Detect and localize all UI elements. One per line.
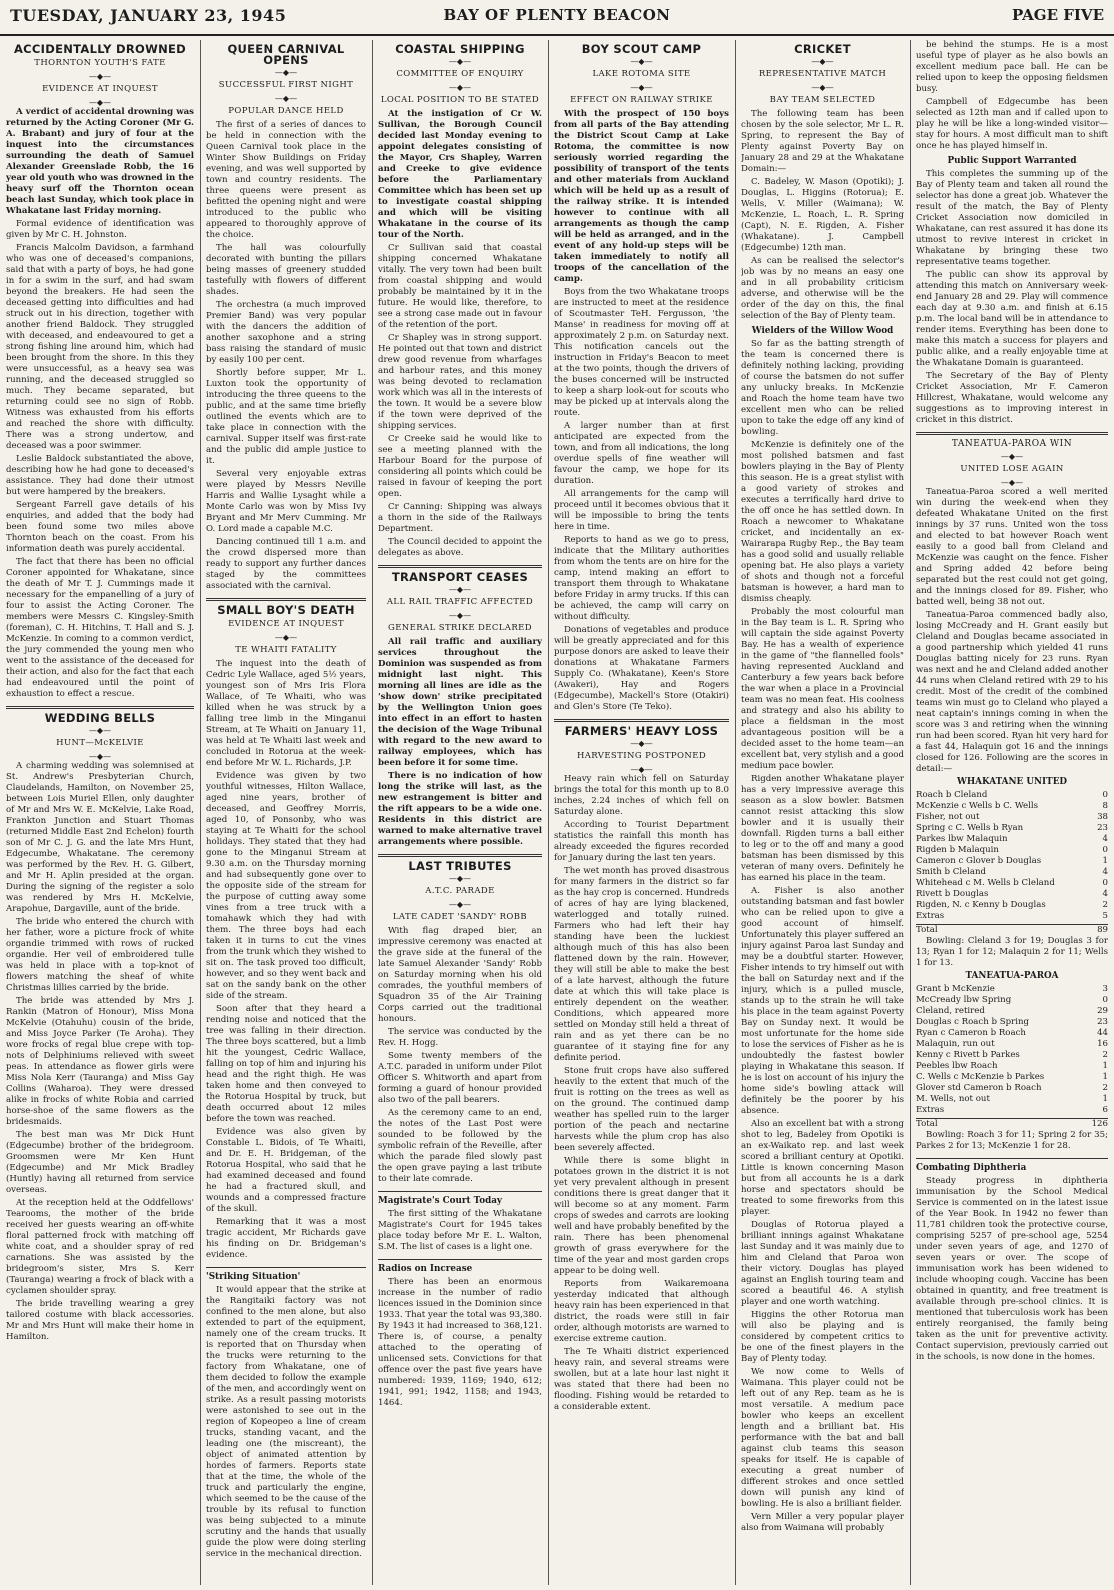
batsman: Rivett b Douglas	[916, 889, 989, 899]
paragraph: Evidence was also given by Constable L. Bidois, of Te Whaiti, and Dr. E. H. Bridgeman, of the Rotorua Hospital, who said that he had examined deceased and found he had a fractured skull, and wounds and a compressed fracture of the skull.	[206, 1127, 366, 1214]
column-rule	[910, 40, 911, 1585]
page-number: PAGE FIVE	[1011, 6, 1104, 24]
paragraph: Higgins the other Rotorua man will also be playing and is considered by competent critics to be one of the finest players in the Bay of Plenty today.	[741, 1310, 904, 1364]
scorecard-row	[916, 1072, 1108, 1083]
batsman: Extras	[916, 1105, 945, 1115]
paragraph: As can be realised the selector's job was by no means an easy one and in all probability criticism adverse, and otherwise will be the order of the day on this, the final selection of the Bay of Plenty team.	[741, 256, 904, 321]
paragraph: Rigden another Whakatane player has a very impressive average this season as a slow bowler. Batsmen cannot resist attacking this slow bowler and it is usually their downfall. Rigden turns a ball either to leg or to the off and many a good batsman has been dismissed by this veteran of many overs. Definitely he has earned his place in the team.	[741, 774, 904, 883]
paragraph: This completes the summing up of the Bay of Plenty team and taken all round the selector has done a great job. Whatever the result of the match, the Bay of Plenty Cricket Association now domiciled in Whakatane, can rest assured it has done its utmost to revive interest in cricket in Whakatane by bringing these two representative teams together.	[916, 169, 1108, 267]
paragraph: The bride who entered the church with her father, wore a picture frock of white organdie trimmed with rows of rucked organdie. Her veil of embroidered tulle was held in place with a top-knot of flowers matching the sheaf of white Christmas lillies carried by the bride.	[6, 917, 194, 993]
scorecard-row	[916, 867, 1108, 878]
batsman: Peebles lbw Roach	[916, 1061, 998, 1071]
article-radios	[378, 1264, 542, 1409]
ornament-divider: —◆—	[88, 726, 112, 735]
headline: COASTAL SHIPPING	[395, 42, 525, 56]
subheading: A.T.C. PARADE	[425, 886, 495, 896]
scorecard-taneatua-paroa	[916, 984, 1108, 1130]
masthead	[0, 0, 1114, 36]
ornament-divider: —◆—	[448, 611, 472, 620]
runs: 0	[1102, 878, 1108, 888]
total-runs: 89	[1097, 925, 1108, 935]
column-5	[741, 40, 904, 1585]
batsman: Glover std Cameron b Roach	[916, 1083, 1042, 1093]
batsman: Spring c C. Wells b Ryan	[916, 823, 1024, 833]
article-striking	[206, 1272, 366, 1560]
batsman: Rigden b Malaquin	[916, 845, 999, 855]
subheading: LAKE ROTOMA SITE	[592, 69, 691, 79]
headline: TRANSPORT CEASES	[391, 570, 529, 584]
runs: 6	[1102, 1105, 1108, 1115]
ornament-divider: —◆—	[1000, 478, 1024, 487]
lead-paragraph: All rail traffic and auxiliary services throughout the Dominion was suspended as from midnight last night. This morning all lines are idle as the 'show down' strike precipitated by the Wellington Union goes into effect in an effort to hasten the decision of the Wage Tribunal with regard to the new award to railway employees, which has been before it for some time.	[378, 637, 542, 768]
headline: QUEEN CARNIVAL OPENS	[227, 42, 345, 67]
runs: 4	[1102, 889, 1108, 899]
paragraph: The Council decided to appoint the delegates as above.	[378, 537, 542, 558]
subheading: EVIDENCE AT INQUEST	[42, 84, 158, 94]
ornament-divider: —◆—	[811, 57, 834, 66]
paragraph: Dancing continued till 1 a.m. and the crowd dispersed more than ready to support any further dances staged by the committees associated with the carnival.	[206, 537, 366, 591]
paragraph: The bride travelling wearing a grey tailored costume with black accessories. Mr and Mrs Hunt will make their home in Hamilton.	[6, 1299, 194, 1342]
total-label: Total	[916, 1119, 938, 1129]
ornament-divider: —◆—	[274, 94, 298, 103]
paragraph: The Te Whaiti district experienced heavy rain, and several streams were swollen, but at a late hour last night it was stated that there had been no flooding. Fishing would be retarded to a considerable extent.	[554, 1347, 729, 1412]
ornament-divider: —◆—	[88, 752, 112, 761]
headline: TANEATUA-PAROA WIN	[951, 439, 1073, 449]
article-separator	[916, 1158, 1108, 1159]
scorecard-row	[916, 812, 1108, 823]
runs: 0	[1102, 995, 1108, 1005]
ornament-divider: —◆—	[448, 83, 472, 92]
paragraph: While there is some blight in potatoes grown in the district it is not yet very prevalent although in present conditions there is great danger that it will become so at any moment. Farm crops of swedes and carrots are looking well and have probably benefited by the rain. There has been phenomenal growth of grass everywhere for the time of the year and most garden crops appear to be doing well.	[554, 1156, 729, 1276]
runs: 38	[1097, 812, 1108, 822]
ornament-divider: —◆—	[88, 98, 112, 107]
paragraph: Also an excellent bat with a strong shot to leg, Badeley from Opotiki is an ex-Waikato rep. and last week scored a brilliant century at Opotiki. Little is known concerning Mason but from all accounts he is a dark horse and spectators should be treated to some fireworks from this player.	[741, 1119, 904, 1217]
scorecard-row	[916, 911, 1108, 922]
scorecard-row	[916, 889, 1108, 900]
batsman: Cameron c Glover b Douglas	[916, 856, 1042, 866]
article-coastal-shipping	[378, 44, 542, 559]
paragraph: The best man was Mr Dick Hunt (Edgecumbe) brother of the bridegroom. Groomsmen were Mr Ken Hunt (Edgecumbe) and Mr Mick Bradley (Huntly) having all returned from service overseas.	[6, 1130, 194, 1195]
paragraph: Cr Shapley was in strong support. He pointed out that town and district drew good revenue from wharfages and harbour rates, and this money was being devoted to reclamation work which was all in the interests of the town. It would be a severe blow if the town were deprived of the shipping services.	[378, 333, 542, 431]
headline: 'Striking Situation'	[206, 1272, 301, 1282]
batsman: C. Wells c McKenzie b Parkes	[916, 1072, 1045, 1082]
lead-paragraph: With the prospect of 150 boys from all parts of the Bay attending the District Scout Camp at Lake Rotoma, the committee is now seriously worried regarding the possibility of transport of the tents and other materials from Auckland which will be held up as a result of the railway strike. It is intended however to continue with all arrangements as though the camp will be held as arranged, and in the event of any hold-up steps will be taken immediately to notify all troops of the cancellation of the camp.	[554, 109, 729, 284]
article-separator	[378, 1259, 542, 1260]
paragraph: Taneatua-Paroa commenced badly also, losing McCready and H. Grant easily but Cleland and Douglas became associated in a good partnership which yielded 41 runs Douglas batting nicely for 23 runs. Ryan was next and he and Cleland added another 44 runs when Cleland retired with 29 to his credit. Most of the credit of the combined teams win must go to Cleland who played a neat captain's innings coming in when the score was 3 and retiring when the winning run had been scored. Ryan hit very hard for a fast 44, Halaquin got 16 and the innings closed for 126. Following are the scores in detail:—	[916, 610, 1108, 774]
subheading: SUCCESSFUL FIRST NIGHT	[218, 80, 354, 90]
headline: Radios on Increase	[378, 1264, 473, 1274]
article-separator	[6, 706, 194, 709]
paragraph: Heavy rain which fell on Saturday brings the total for this month up to 8.0 inches, 2.24 inches of which fell on Saturday alone.	[554, 774, 729, 817]
scorecard-row	[916, 995, 1108, 1006]
batsman: Rigden, N. c Kenny b Douglas	[916, 900, 1046, 910]
runs: 44	[1097, 1028, 1108, 1038]
runs: 1	[1102, 856, 1108, 866]
runs: 4	[1102, 867, 1108, 877]
runs: 2	[1102, 1050, 1108, 1060]
scorecard-row	[916, 823, 1108, 834]
paragraph: Shortly before supper, Mr L. Luxton took the opportunity of introducing the three queens to the public, and at the same time briefly outlined the events which are to take place in connection with the carnival. Supper itself was first-rate and the public did ample justice to it.	[206, 368, 366, 466]
batsman: Extras	[916, 911, 945, 921]
paragraph: Donations of vegetables and produce will be greatly appreciated and for this purpose donors are asked to leave their donations at Whakatane Farmers Supply Co. (Whakatane), Keen's Store (Awakeri), Hay and Rogers (Edgecumbe), Mackell's Store (Otakiri) and Glen's Store (Te Teko).	[554, 625, 729, 712]
scorecard-row	[916, 1061, 1108, 1072]
batsman: McCready lbw Spring	[916, 995, 1012, 1005]
subheading: REPRESENTATIVE MATCH	[758, 69, 887, 79]
paragraph: Cr Canning: Shipping was always a thorn in the side of the Railways Department.	[378, 502, 542, 534]
paragraph: A. Fisher is also another outstanding batsman and fast bowler who can be relied upon to give a good account of himself. Unfortunately this player suffered an injury against Paroa last Sunday and may be a doubtful starter. However, Fisher intends to try himself out with the ball on Saturday next and if the injury, which is a pulled muscle, stands up to the strain he will take his place in the team against Poverty Bay on Sunday next. It would be most unfortunate for the home side to lose the services of Fisher as he is undoubtedly the fastest bowler playing in Whakatane this season. If he is lost on account of his injury the home side's bowling attack will definitely be the poorer by his absence.	[741, 886, 904, 1116]
article-small-boy	[206, 605, 366, 1261]
ornament-divider: —◆—	[448, 874, 472, 883]
paragraph: We now come to Wells of Waimana. This player could not be left out of any Rep. team as he is most versatile. A medium pace bowler who keeps an excellent length and a brilliant bat. His performance with the bat and ball against club teams this season speaks for itself. He is capable of executing a great number of different strokes and once settled down will punish any kind of bowling. He is also a brilliant fielder.	[741, 1367, 904, 1509]
runs: 0	[1102, 790, 1108, 800]
bowling-figures: Bowling: Cleland 3 for 19; Douglas 3 for 13; Ryan 1 for 12; Malaquin 2 for 11; Wells 1 for 13.	[916, 936, 1108, 968]
runs: 23	[1097, 1017, 1108, 1027]
paragraph: The hall was colourfully decorated with bunting the pillars being masses of greenery studded tastefully with flowers of different shades.	[206, 243, 366, 297]
batsman: M. Wells, not out	[916, 1094, 990, 1104]
column-1	[6, 40, 194, 1585]
article-separator	[378, 565, 542, 568]
runs: 5	[1102, 911, 1108, 921]
paragraph: There has been an enormous increase in the number of radio licences issued in the Dominion since 1933. That year the total was 93,380. By 1943 it had increased to 368,121. There is, of course, a penalty attached to the operating of unlicensed sets. Convictions for that offence over the past five years have numbered: 1939, 1169; 1940, 612; 1941, 991; 1942, 1158; and 1943, 1464.	[378, 1277, 542, 1408]
ornament-divider: —◆—	[448, 900, 472, 909]
paragraph: According to Tourist Department statistics the rainfall this month has already exceeded the figures recorded for January during the last ten years.	[554, 820, 729, 863]
paragraph: Probably the most colourful man in the Bay team is L. R. Spring who will captain the side against Poverty Bay. He has a wealth of experience in the game of "the flannelled fools" having represented Auckland and Canterbury a few years back before the war when a place in a Provincial team was no mean feat. His coolness and strategy and also his ability to place a fieldsman in the most advantageous position will be a decided asset to the home team—an excellent bat, very stylish and a good medium pace bowler.	[741, 607, 904, 771]
paragraph: McKenzie is definitely one of the most polished batsmen and fast bowlers playing in the Bay of Plenty this season. He is a great stylist with a good variety of strokes and executes a terrifically hard drive to the off once he has settled down. In Roach a newcomer to Whakatane cricket, and incidentally an ex-Wairarapa Rugby Rep., the Bay team has a good solid and usually reliable opening bat. He also plays a variety of shots and though not a forceful batsman is however, a hard man to dismiss cheaply.	[741, 440, 904, 604]
scorecard-total	[916, 1118, 1108, 1130]
article-separator	[916, 432, 1108, 435]
subheading: HARVESTING POSTPONED	[576, 751, 707, 761]
scorecard-row	[916, 1094, 1108, 1105]
section-heading: Wielders of the Willow Wood	[751, 326, 894, 336]
article-separator	[206, 1267, 366, 1268]
ornament-divider: —◆—	[448, 585, 472, 594]
paragraph: The public can show its approval by attending this match on Anniversary week-end January 28 and 29. Play will commence each day at 9.30 a.m. and finish at 6.15 p.m. The local band will be in attendance to render items. Everything has been done to make this match a success for players and public alike, and a really enjoyable time at the Whakatane Domain is guaranteed.	[916, 270, 1108, 368]
batsman: Malaquin, run out	[916, 1039, 995, 1049]
subheading: LATE CADET 'SANDY' ROBB	[392, 912, 528, 922]
article-wedding	[6, 713, 194, 1343]
paragraph: Formal evidence of identification was given by Mr C. H. Johnston.	[6, 219, 194, 240]
ornament-divider: —◆—	[274, 633, 298, 642]
scorecard-row	[916, 790, 1108, 801]
article-transport	[378, 572, 542, 848]
scorecard-row	[916, 984, 1108, 995]
paragraph: The first sitting of the Whakatane Magistrate's Court for 1945 takes place today before Mr E. L. Walton, S.M. The list of cases is a light one.	[378, 1209, 542, 1252]
paper-name: BAY OF PLENTY BEACON	[443, 6, 671, 24]
paragraph: The service was conducted by the Rev. H. Hogg.	[378, 1027, 542, 1048]
ornament-divider: —◆—	[630, 83, 653, 92]
lead-paragraph: At the instigation of Cr W. Sullivan, the Borough Council decided last Monday evening to appoint delegates consisting of the Mayor, Crs Shapley, Warren and Creeke to give evidence before the Parliamentary Committee which has been set up to investigate coastal shipping and which will be visiting Whakatane in the course of its tour of the North.	[378, 109, 542, 240]
batsman: Cleland, retired	[916, 1006, 985, 1016]
paragraph: The Secretary of the Bay of Plenty Cricket Association, Mr F. Cameron Hillcrest, Whakatane, would welcome any suggestions as to improving interest in cricket in this district.	[916, 371, 1108, 425]
paragraph: Reports from Waikaremoana yesterday indicated that although heavy rain has been experienced in that district, the roads were still in fair order, although motorists are warned to exercise extreme caution.	[554, 1279, 729, 1344]
paragraph: be behind the stumps. He is a most useful type of player as he also bowls an excellent medium pace ball. He can be relied upon to keep the opposing fieldsmen busy.	[916, 40, 1108, 94]
runs: 29	[1097, 1006, 1108, 1016]
scorecard-row	[916, 900, 1108, 911]
subheading: LOCAL POSITION TO BE STATED	[380, 95, 540, 105]
scorecard-row	[916, 878, 1108, 889]
ornament-divider: —◆—	[630, 765, 653, 774]
paragraph: Some twenty members of the A.T.C. paraded in uniform under Pilot Officer S. Whitworth and apart from forming a guard of honour provided also two of the pall bearers.	[378, 1051, 542, 1105]
lead-paragraph: There is no indication of how long the strike will last, as the new estrangement is bitter and the rift appears to be a wide one. Residents in this district are warned to make alternative travel arrangements where possible.	[378, 771, 542, 847]
subheading: COMMITTEE OF ENQUIRY	[396, 69, 524, 79]
batsman: Kenny c Rivett b Parkes	[916, 1050, 1020, 1060]
paragraph: Stone fruit crops have also suffered heavily to the extent that much of the fruit is rotting on the trees as well as on the ground. The continued damp weather has spelled ruin to the larger portion of the peach and nectarine harvests while the plum crop has also been severely affected.	[554, 1066, 729, 1153]
scorecard-row	[916, 1105, 1108, 1116]
subheading: EVIDENCE AT INQUEST	[228, 619, 344, 629]
batsman: Parkes lbw Malaquin	[916, 834, 1008, 844]
batsman: Smith b Cleland	[916, 867, 987, 877]
paragraph: The fact that there has been no official Coroner appointed for Whakatane, since the death of Mr T. J. Cummings made it necessary for the empanelling of a jury of four to assist the Acting Coroner. The members were Messrs C. Kingsley-Smith (foreman), C. H. Hitchins, T. Hall and S. J. McKenzie. In coming to a common verdict, the jury commended the young men who went to the assistance of the deceased for their action, and also for the fact that each had endeavoured until the point of exhaustion to effect a rescue.	[6, 557, 194, 699]
scorecard-team-heading: TANEATUA-PAROA	[965, 971, 1059, 981]
runs: 1	[1102, 1072, 1108, 1082]
article-drowned	[6, 44, 194, 700]
article-separator	[554, 719, 729, 722]
column-2	[206, 40, 366, 1585]
article-diphtheria	[916, 1163, 1108, 1363]
paragraph: Leslie Baldock substantiated the above, describing how he had gone to deceased's assistance. They had done their utmost but were hampered by the breakers.	[6, 454, 194, 497]
runs: 1	[1102, 1061, 1108, 1071]
scorecard-row	[916, 1083, 1108, 1094]
paragraph: The bride was attended by Mrs J. Rankin (Matron of Honour), Miss Mona McKelvie (Otahuhu) cousin of the bride, and Miss Joyce Parker (Te Aroha). They wore frocks of regal blue crepe with top-nots of Delphiniums relieved with sweet peas. In attendance as flower girls were Miss Nola Kerr (Tauranga) and Miss Gay Collins (Waharoa). They were dressed alike in frocks of white Robia and carried horse-shoe of the same flowers as the bridesmaids.	[6, 996, 194, 1127]
lead-paragraph: A verdict of accidental drowning was returned by the Acting Coroner (Mr G. A. Brabant) and jury of four at the inquest into the circumstances surrounding the death of Samuel Alexander Greenslade Robb, the 16 year old youth who was drowned in the heavy surf off the Thornton ocean beach last Sunday, which took place in Whakatane last Friday morning.	[6, 107, 194, 216]
scorecard-total	[916, 924, 1108, 936]
ornament-divider: —◆—	[811, 83, 834, 92]
headline: CRICKET	[794, 42, 851, 56]
article-magistrates-court	[378, 1196, 542, 1253]
article-separator	[378, 1191, 542, 1192]
ornament-divider: —◆—	[274, 68, 298, 77]
subheading: THORNTON YOUTH'S FATE	[34, 58, 166, 68]
total-runs: 126	[1091, 1119, 1108, 1129]
paragraph: The following team has been chosen by the sole selector, Mr L. R. Spring, to represent the Bay of Plenty against Poverty Bay on January 28 and 29 at the Whakatane Domain:—	[741, 109, 904, 174]
paragraph: It would appear that the strike at the Rangitaiki factory was not confined to the men alone, but also extended to part of the equipment, namely one of the cream trucks. It is reported that on Thursday when the trucks were returning to the factory from Whakatane, one of them decided to follow the example of the men, and accordingly went on strike. As a result passing motorists were astonished to see out in the region of Kopeopeo a line of cream trucks, standing vacant, and the leading one (the miscreant), the object of animated attention by hordes of farmers. Reports state that at the time, the whole of the truck and particularly the engine, which seemed to be the cause of the trouble by its refusal to function was being subjected to a minute scrutiny and the hands that usually guide the plow were doing sterling service in the mechanical direction.	[206, 1285, 366, 1559]
scorecard-row	[916, 1017, 1108, 1028]
headline: SMALL BOY'S DEATH	[217, 603, 355, 617]
column-3	[378, 40, 542, 1585]
paragraph: The orchestra (a much improved Premier Band) was very popular with the dancers the addition of another saxophone and a string bass raising the standard of music by easily 100 per cent.	[206, 300, 366, 365]
paragraph: Steady progress in diphtheria immunisation by the School Medical Service is commented on in the latest issue of the Year Book. In 1942 no fewer than 11,781 children took the protective course, comprising 5257 of pre-school age, 5254 under seven years of age, and 1270 of seven years or over. The scope of immunisation work has been widened to include whooping cough. Vaccine has been obtained in quantity, and free treatment is available through pre-school clinics. It is mentioned that tuberculosis work has been entirely reorganised, the family being taken as the unit for preventive activity. Contact supervision, previously carried out in the schools, is now done in the homes.	[916, 1176, 1108, 1362]
paragraph: A larger number than at first anticipated are expected from the town, and from all indications, the long overdue spells of fine weather will favour the camp, we hope for its duration.	[554, 421, 729, 486]
runs: 2	[1102, 900, 1108, 910]
scorecard-row	[916, 856, 1108, 867]
runs: 3	[1102, 984, 1108, 994]
subheading: POPULAR DANCE HELD	[228, 106, 344, 116]
paragraph: Campbell of Edgecumbe has been selected as 12th man and if called upon to play he will be like a long-winded visitor—stay for hours. A most difficult man to shift once he has played himself in.	[916, 97, 1108, 151]
column-rule	[548, 40, 549, 1585]
batsman: Whitehead c M. Wells b Cleland	[916, 878, 1055, 888]
subheading: HUNT—McKELVIE	[56, 738, 144, 748]
scorecard-row	[916, 1039, 1108, 1050]
column-6	[916, 40, 1108, 1585]
paragraph: Evidence was given by two youthful witnesses, Hilton Wallace, aged nine years, brother of deceased, and Geoffrey Morris, aged 10, of Ponsonby, who was staying at Te Whaiti for the school holidays. They stated that they had gone to the Minganui Stream at 9.30 a.m. on the Thursday morning and had subsequently gone over to the opposite side of the stream for the purpose of cutting away some vines from a tree truck with a tomahawk which they had with them. The three boys had each taken it in turns to cut the vines from the trunk which they wished to sit on. The task proved too difficult, however, and so they went back and sat on the sandy bank on the other side of the stream.	[206, 771, 366, 1001]
subheading: ALL RAIL TRAFFIC AFFECTED	[386, 597, 534, 607]
scorecard-whakatane-united	[916, 790, 1108, 936]
headline: ACCIDENTALLY DROWNED	[13, 42, 187, 56]
subheading: TE WHAITI FATALITY	[235, 645, 337, 655]
column-rule	[200, 40, 201, 1585]
paragraph: As the ceremony came to an end, the notes of the Last Post were sounded to be followed by the symbolic refrain of the Reveille, after which the parade filed slowly past the open grave paying a last tribute to their late comrade.	[378, 1108, 542, 1184]
runs: 16	[1097, 1039, 1108, 1049]
paragraph: A charming wedding was solemnised at St. Andrew's Presbyterian Church, Claudelands, Hamilton, on November 25, between Lois Muriel Ellen, only daughter of Mr and Mrs W. E. McKelvie, Lake Road, Frankton Junction and Stuart Thomas (returned Middle East 2nd Echelon) fourth son of Mr C. J. G. and the late Mrs Hunt, Edgecumbe, Whakatane. The ceremony was performed by the Rev. H. G. Gilbert, and Mr H. Aplin presided at the organ. During the signing of the register a solo was rendered by Mrs H. McKelvie, Arapohue, Dargaville, aunt of the bride.	[6, 761, 194, 914]
headline: BOY SCOUT CAMP	[581, 42, 702, 56]
runs: 1	[1102, 1094, 1108, 1104]
scorecard-row	[916, 1050, 1108, 1061]
article-carnival	[206, 44, 366, 592]
paragraph: Several very enjoyable extras were played by Messrs Neville Harris and Wallie Lysaght while a Monte Carlo was won by Miss Ivy Bryant and Mr Merv Cumming. Mr O. Lord made a capable M.C.	[206, 469, 366, 534]
scorecard-row	[916, 1006, 1108, 1017]
paragraph: Boys from the two Whakatane troops are instructed to meet at the residence of Scoutmaster TeH. Fergusson, 'the Manse' in readiness for moving off at approximately 2 p.m. on Saturday next. This notification cancels out the instruction in Friday's Beacon to meet at the two points, though the drivers of the buses concerned will be instructed to keep a sharp look-out for scouts who may be picked up at intervals along the route.	[554, 287, 729, 418]
ornament-divider: —◆—	[448, 57, 472, 66]
paragraph: So far as the batting strength of the team is concerned there is definitely nothing lacking, providing of course the batsmen do not suffer any unlucky breaks. In McKenzie and Roach the home team have two excellent men who can be relied upon to take the edge off any kind of bowling.	[741, 339, 904, 437]
bowling-figures: Bowling: Roach 3 for 11; Spring 2 for 35; Parkes 2 for 13; McKenzie 1 for 28.	[916, 1130, 1108, 1151]
headline: LAST TRIBUTES	[408, 859, 512, 873]
batsman: Roach b Cleland	[916, 790, 988, 800]
section-heading: Public Support Warranted	[947, 156, 1077, 166]
subheading: UNITED LOSE AGAIN	[960, 464, 1064, 474]
total-label: Total	[916, 925, 938, 935]
paragraph: All arrangements for the camp will proceed until it becomes obvious that it will be impossible to bring the tents here in time.	[554, 489, 729, 532]
paragraph: Francis Malcolm Davidson, a farmhand who was one of deceased's companions, said that with a party of boys, he had gone in for a swim in the surf, and had swam beyond the breakers. He had seen the deceased getting into difficulties and had struck out in his direction, together with another friend Baldock. They struggled with deceased, and endeavoured to get a strong fishing line around him, which had been brought from the shore. In this they were unsuccessful, as a heavy sea was running, and the deceased struggled so much. They became separated, but returning could see no sign of Robb. Witness was exhausted from his efforts and reached the shore with difficulty. There was a strong undertow, and deceased was a poor swimmer.	[6, 243, 194, 451]
paragraph: Remarking that it was a most tragic accident, Mr Richards gave his finding on Dr. Bridgeman's evidence.	[206, 1217, 366, 1260]
subheading: BAY TEAM SELECTED	[769, 95, 876, 105]
runs: 0	[1102, 845, 1108, 855]
article-scout-camp	[554, 44, 729, 713]
scorecard-row	[916, 1028, 1108, 1039]
ornament-divider: —◆—	[88, 72, 112, 81]
scorecard-team-heading: WHAKATANE UNITED	[956, 777, 1068, 787]
ornament-divider: —◆—	[630, 739, 653, 748]
issue-date: TUESDAY, JANUARY 23, 1945	[10, 6, 287, 25]
runs: 23	[1097, 823, 1108, 833]
paragraph: Taneatua-Paroa scored a well merited win during the week-end when they defeated Whakatane United on the first innings by 37 runs. United won the toss and elected to bat however Roach went easily to a good ball from Cleland and McKenzie was caught on the fence. Fisher and Spring added 42 before being separated but the rest could not get going, and the innings closed for 89. Fisher, who batted well, being 38 not out.	[916, 487, 1108, 607]
subheading: EFFECT ON RAILWAY STRIKE	[570, 95, 713, 105]
paragraph: Vern Miller a very popular player also from Waimana will probably	[741, 1512, 904, 1533]
runs: 8	[1102, 801, 1108, 811]
column-4	[554, 40, 729, 1585]
subheading: GENERAL STRIKE DECLARED	[388, 623, 532, 633]
paragraph: The first of a series of dances to be held in connection with the Queen Carnival took place in the Winter Show Buildings on Friday evening, and was well supported by town and country residents. The three queens were present as befitted the opening night and were introduced to the public who appeared to thoroughly approve of the choice.	[206, 120, 366, 240]
paragraph: With flag draped bier, an impressive ceremony was enacted at the grave side at the funeral of the late Samuel Alexander 'Sandy' Robb on Saturday morning when his old comrades, the youthful members of Squadron 35 of the Air Training Corps carried out the traditional honours.	[378, 926, 542, 1024]
paragraph: Soon after that they heard a rending noise and noticed that the tree was falling in their direction. The three boys scattered, but a limb hit the youngest, Cedric Wallace, falling on top of him and injuring his head and the right thigh. He was taken home and then conveyed to the Rotorua Hospital by truck, but death occurred about 12 miles before the town was reached.	[206, 1004, 366, 1124]
ornament-divider: —◆—	[1000, 452, 1024, 461]
headline: FARMERS' HEAVY LOSS	[564, 724, 719, 738]
column-rule	[372, 40, 373, 1585]
batsman: Grant b McKenzie	[916, 984, 995, 994]
paragraph: Douglas of Rotorua played a brilliant innings against Whakatane last Sunday and it was mainly due to him and Cleland that Paroa won their victory. Douglas has played against an English touring team and scored a beautiful 46. A stylish player and one worth watching.	[741, 1220, 904, 1307]
article-taneatua-paroa	[916, 439, 1108, 1152]
paragraph: Cr Sullivan said that coastal shipping concerned Whakatane vitally. The very town had been built from coastal shipping and would probably be maintained by it in the future. He would like, therefore, to see a strong case made out in favour of the retention of the port.	[378, 243, 542, 330]
batsman: Fisher, not out	[916, 812, 980, 822]
article-separator	[206, 598, 366, 601]
paragraph: The inquest into the death of Cedric Lyle Wallace, aged 5½ years, youngest son of Mrs Iris Flora Wallace, of Te Whaiti, who was killed when he was struck by a falling tree limb in the Minganui Stream, at Te Whaiti on January 11, was held at Te Whaiti last week and concluded in Rotorua at the week-end before Mr W. L. Richards, J.P.	[206, 659, 366, 768]
column-rule	[735, 40, 736, 1585]
headline: Combating Diphtheria	[916, 1163, 1027, 1173]
headline: WEDDING BELLS	[44, 711, 156, 725]
scorecard-row	[916, 801, 1108, 812]
paragraph: Sergeant Farrell gave details of his enquiries, and added that the body had been found some two miles above Thornton beach on the coast. From his information death was purely accidental.	[6, 500, 194, 554]
scorecard-row	[916, 834, 1108, 845]
article-last-tributes	[378, 861, 542, 1185]
paragraph: C. Badeley, W. Mason (Opotiki); J. Douglas, L. Higgins (Rotorua); E. Wells, V. Miller (Waimana); W. McKenzie, L. Roach, L. R. Spring (Capt), N. E. Rigden, A. Fisher (Whakatane). J. Campbell (Edgecumbe) 12th man.	[741, 177, 904, 253]
paragraph: Reports to hand as we go to press, indicate that the Military authorities from whom the tents are on hire for the camp, intend making an effort to transport them through to Whakatane before Friday in army trucks. If this can be achieved, the camp will carry on without difficulty.	[554, 535, 729, 622]
scorecard-row	[916, 845, 1108, 856]
paragraph: At the reception held at the Oddfellows' Tearooms, the mother of the bride received her guests wearing an off-white floral patterned frock with matching off white coat, and a shoulder spray of red carnations. She was assisted by the bridegroom's sister, Mrs S. Kerr (Tauranga) wearing a frock of black with a cyclamen shoulder spray.	[6, 1198, 194, 1296]
ornament-divider: —◆—	[630, 57, 653, 66]
headline: Magistrate's Court Today	[378, 1196, 503, 1206]
runs: 4	[1102, 834, 1108, 844]
batsman: Douglas c Roach b Spring	[916, 1017, 1030, 1027]
paragraph: Cr Creeke said he would like to see a meeting planned with the Harbour Board for the purpose of considering all points which could be raised in favour of keeping the port open.	[378, 434, 542, 499]
batsman: Ryan c Cameron b Roach	[916, 1028, 1026, 1038]
article-farmers-loss	[554, 726, 729, 1413]
article-cricket	[741, 44, 904, 1534]
batsman: McKenzie c Wells b C. Wells	[916, 801, 1039, 811]
paragraph: The wet month has proved disastrous for many farmers in the district so far as the hay crop is concerned. Hundreds of acres of hay are lying blackened, waterlogged and totally ruined. Farmers who had left their hay standing have been the luckiest although much of this has also been flattened down by the rain. However, they will still be able to make the best of a late harvest, although the future date at which this will take place is entirely dependent on the weather. Conditions, which appeared more settled on Monday still held a threat of rain and as yet there can be no guarantee of it staying fine for any definite period.	[554, 866, 729, 1063]
article-separator	[378, 854, 542, 857]
runs: 2	[1102, 1083, 1108, 1093]
